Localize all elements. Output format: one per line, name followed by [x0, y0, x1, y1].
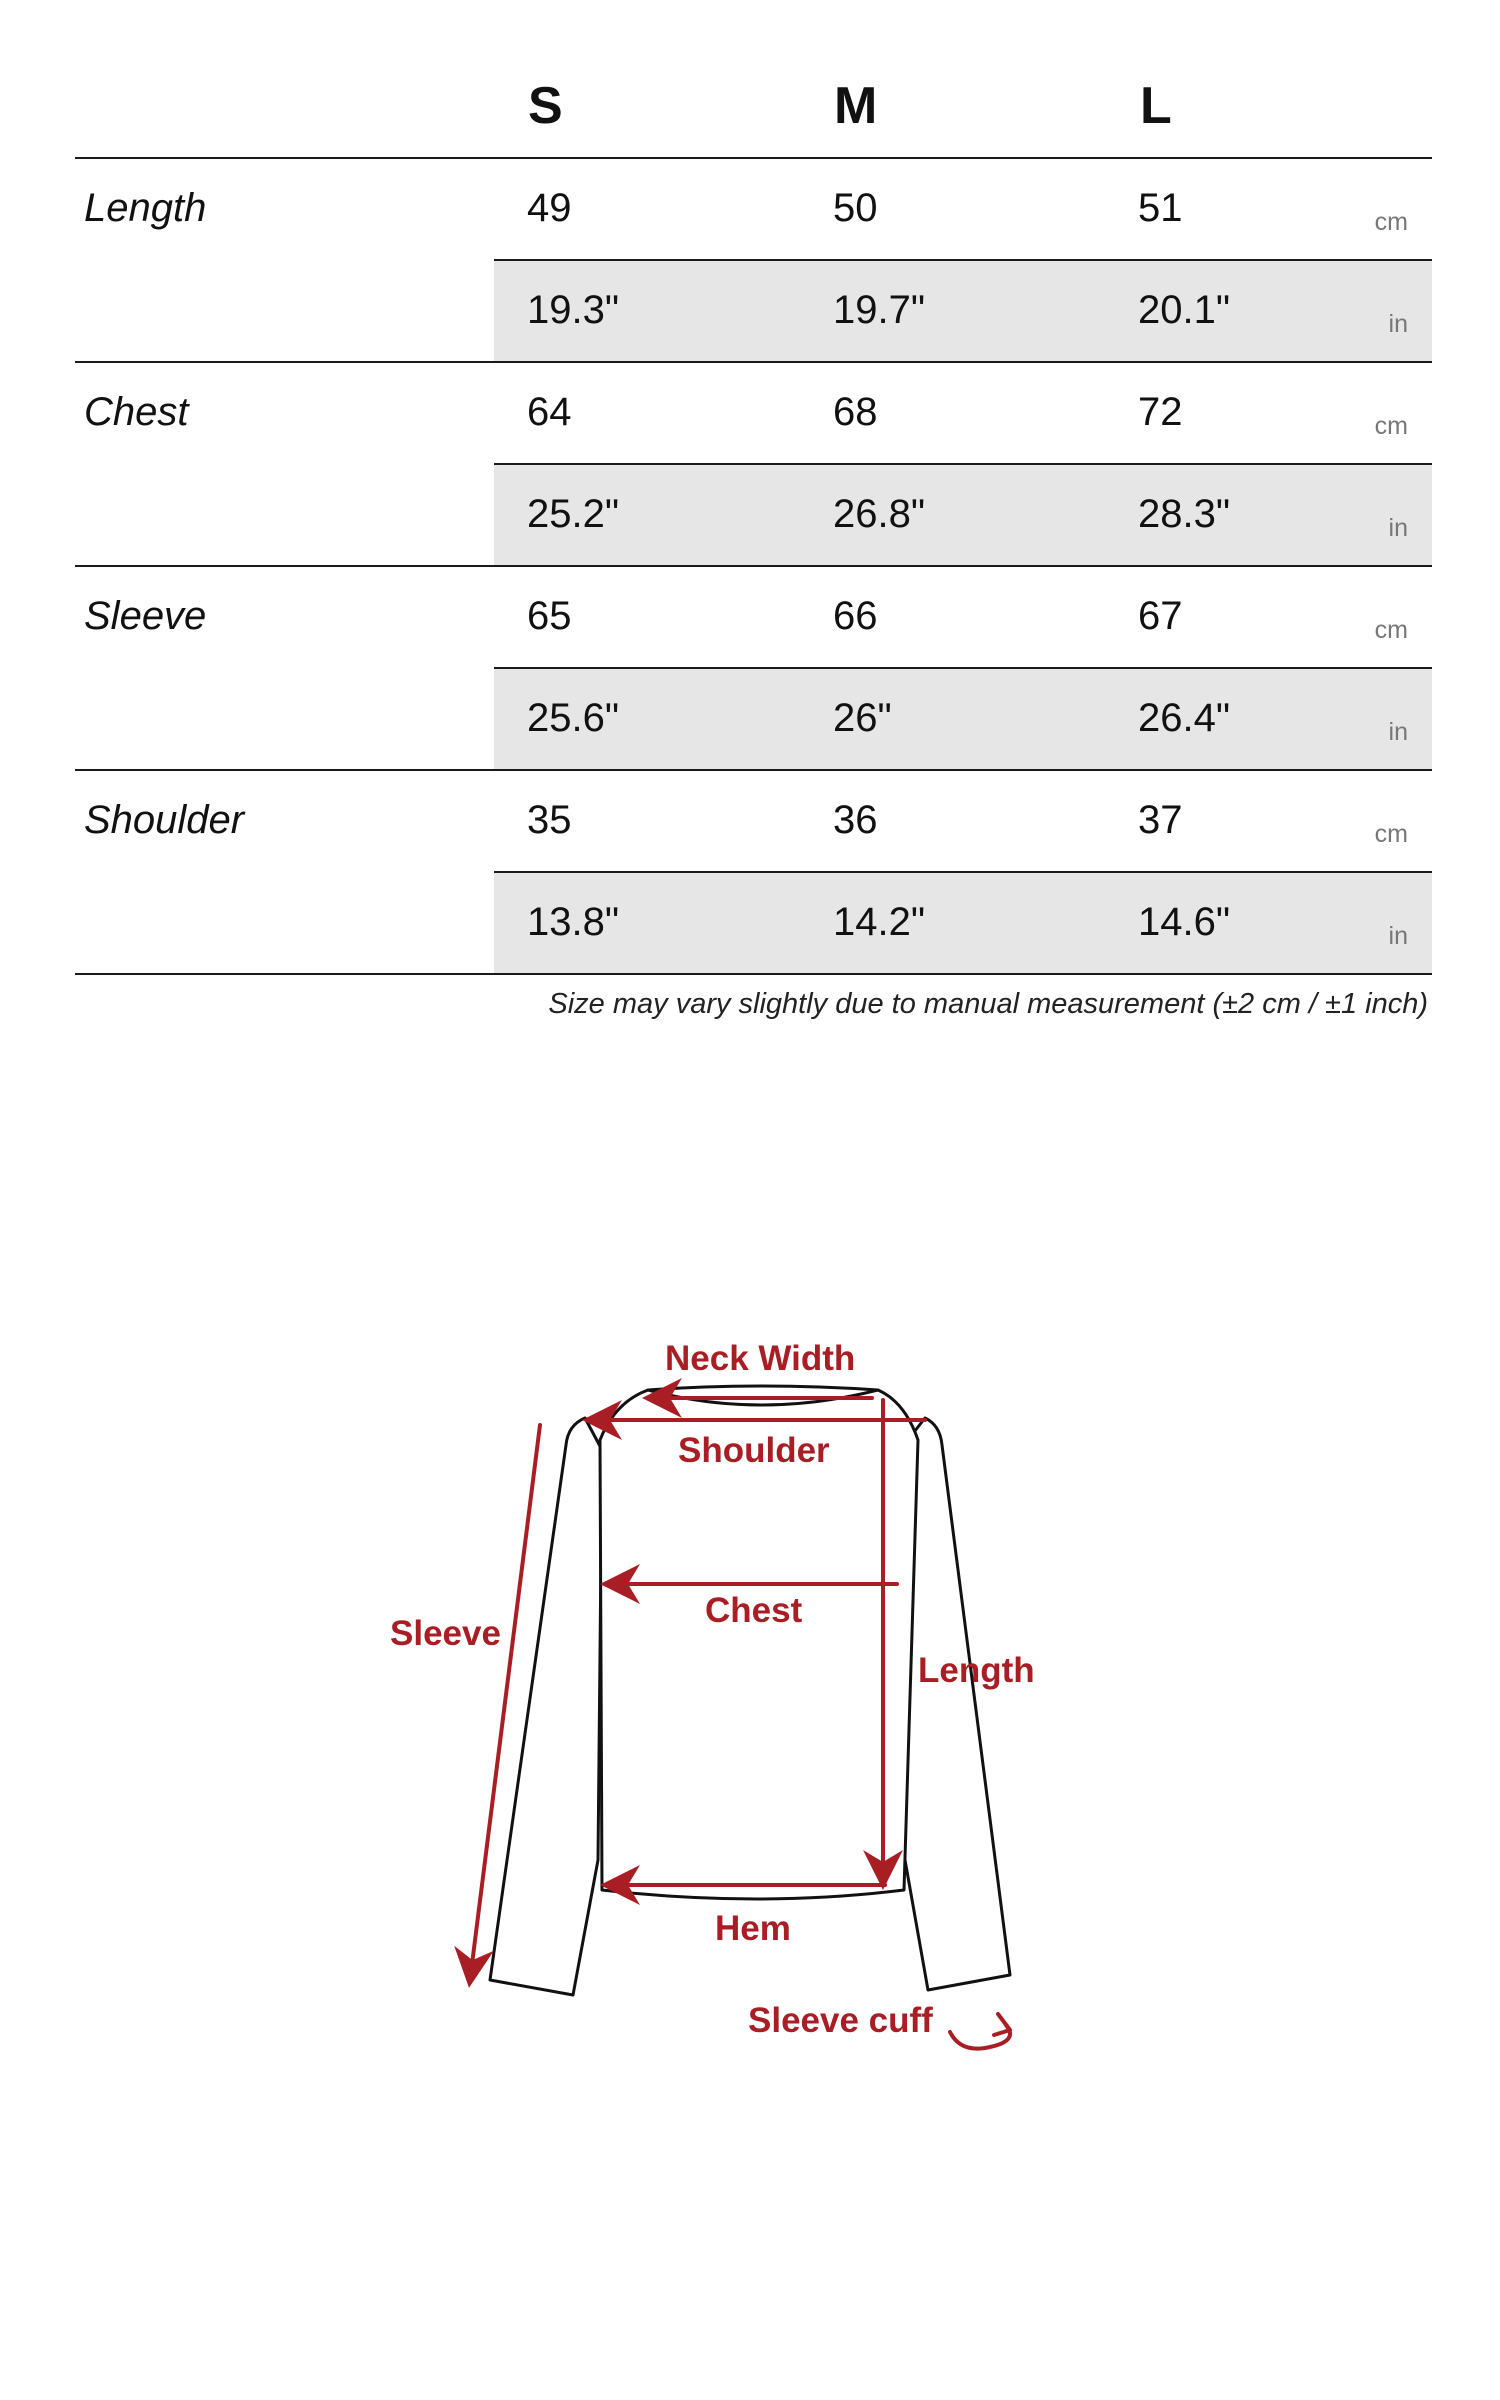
inch-row-bg	[494, 464, 1432, 565]
sleeve-in-l: 26.4"	[1138, 696, 1231, 740]
length-label: Length	[918, 1651, 1035, 1690]
chest-in-s: 25.2"	[527, 492, 620, 536]
divider	[75, 769, 1432, 771]
divider	[75, 973, 1432, 975]
size-chart-table	[0, 0, 1500, 1040]
length-cm-m: 50	[833, 186, 878, 230]
left-sleeve-shape	[490, 1418, 602, 1995]
unit-cm: cm	[1374, 820, 1408, 848]
sleeve-cm-m: 66	[833, 594, 878, 638]
sweater-outline	[490, 1386, 1010, 1995]
size-header-s: S	[528, 77, 563, 135]
divider	[75, 565, 1432, 567]
chest-label: Chest	[705, 1591, 803, 1630]
length-in-l: 20.1"	[1138, 288, 1231, 332]
unit-cm: cm	[1374, 208, 1408, 236]
shoulder-cm-s: 35	[527, 798, 572, 842]
size-header-m: M	[834, 77, 878, 135]
length-cm-l: 51	[1138, 186, 1183, 230]
chest-cm-m: 68	[833, 390, 878, 434]
unit-cm: cm	[1374, 412, 1408, 440]
divider	[494, 463, 1432, 465]
shoulder-label: Shoulder	[678, 1431, 830, 1470]
sleeve-cm-l: 67	[1138, 594, 1183, 638]
length-cm-s: 49	[527, 186, 572, 230]
inch-row-bg	[494, 872, 1432, 973]
measurement-label-shoulder: Shoulder	[84, 798, 245, 842]
neck-width-label: Neck Width	[665, 1339, 856, 1378]
inch-row-bg	[494, 668, 1432, 769]
shoulder-in-m: 14.2"	[833, 900, 926, 944]
sleeve-in-s: 25.6"	[527, 696, 620, 740]
measurement-label-sleeve: Sleeve	[84, 594, 207, 638]
sleeve-cm-s: 65	[527, 594, 572, 638]
measurement-note: Size may vary slightly due to manual measurement (±2 cm / ±1 inch)	[548, 988, 1428, 1020]
divider	[494, 259, 1432, 261]
garment-measurement-diagram	[0, 1290, 1500, 2080]
unit-in: in	[1388, 718, 1408, 746]
unit-in: in	[1388, 922, 1408, 950]
shoulder-in-l: 14.6"	[1138, 900, 1231, 944]
sleeve-label: Sleeve	[390, 1614, 501, 1653]
divider	[75, 361, 1432, 363]
shoulder-cm-l: 37	[1138, 798, 1183, 842]
inch-row-bg	[494, 260, 1432, 361]
length-in-m: 19.7"	[833, 288, 926, 332]
chest-cm-s: 64	[527, 390, 572, 434]
hem-label: Hem	[715, 1909, 791, 1948]
unit-in: in	[1388, 310, 1408, 338]
sleeve-in-m: 26"	[833, 696, 892, 740]
chest-in-m: 26.8"	[833, 492, 926, 536]
sleeve-cuff-label: Sleeve cuff	[748, 2001, 933, 2040]
chest-cm-l: 72	[1138, 390, 1183, 434]
divider	[494, 871, 1432, 873]
measurement-label-chest: Chest	[84, 390, 189, 434]
cuff-curve-arrow	[950, 2025, 1010, 2049]
shoulder-in-s: 13.8"	[527, 900, 620, 944]
divider	[75, 157, 1432, 159]
measurement-label-length: Length	[84, 186, 207, 230]
unit-in: in	[1388, 514, 1408, 542]
size-header-l: L	[1140, 77, 1172, 135]
chest-in-l: 28.3"	[1138, 492, 1231, 536]
shoulder-cm-m: 36	[833, 798, 878, 842]
divider	[494, 667, 1432, 669]
unit-cm: cm	[1374, 616, 1408, 644]
length-in-s: 19.3"	[527, 288, 620, 332]
cuff-arrowhead	[994, 2014, 1010, 2035]
